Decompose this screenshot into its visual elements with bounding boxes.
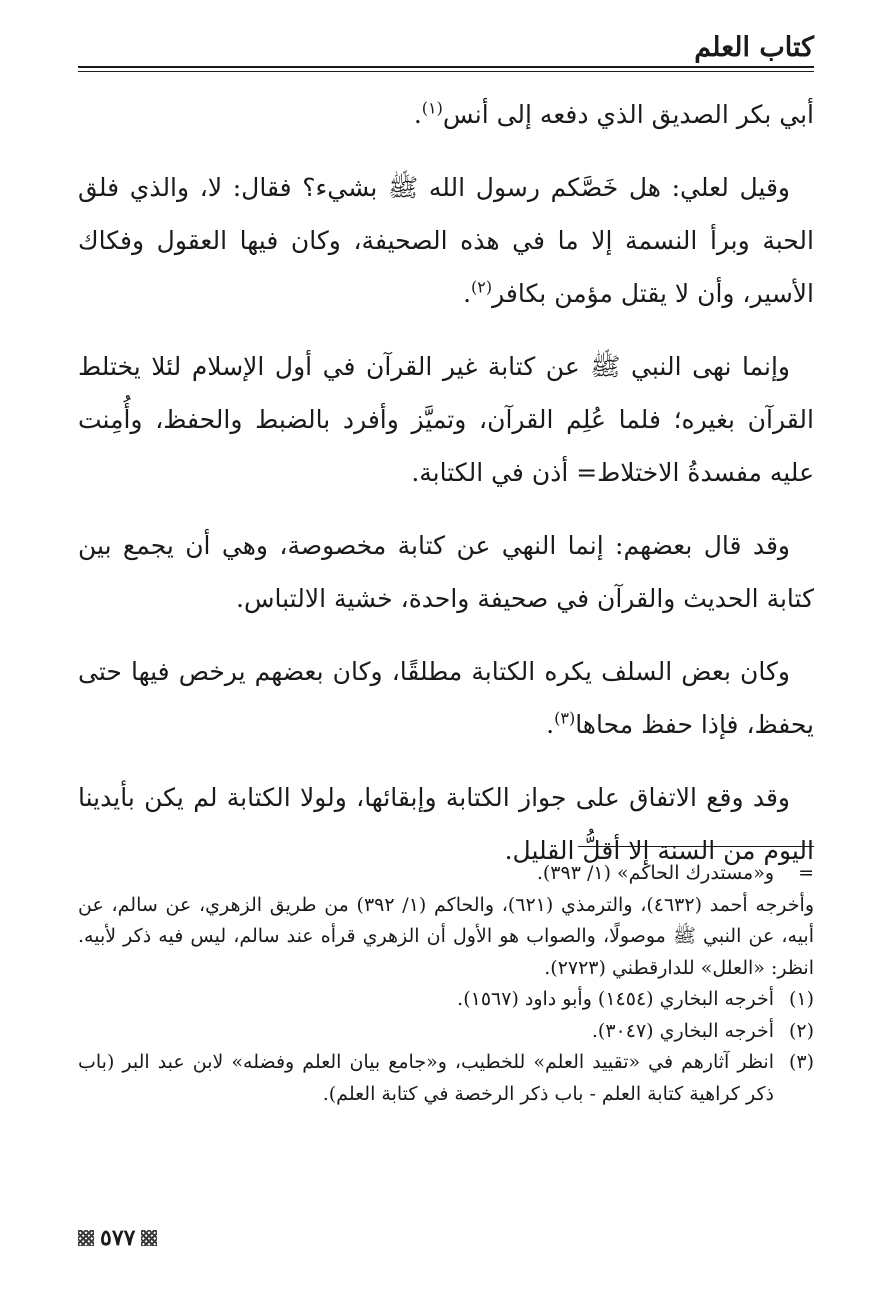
footnote-text: أخرجه البخاري (٣٠٤٧). <box>591 1019 774 1042</box>
footnote-item-1 <box>78 984 814 1016</box>
continuation-paragraph: وأخرجه أحمد (٤٦٣٢)، والترمذي (٦٢١)، والحاكم (١/ ٣٩٢) من طريق الزهري، عن سالم، عن أبيه، عن النبي ﷺ موصولًا، والصواب هو الأول أن الزهري قرأه عند سالم، ليس فيه ذكر لأبيه. انظر: «العلل» للدارقطني (٢٧٢٣). <box>78 893 814 979</box>
paragraph-1 <box>78 88 814 141</box>
footnote-text: أخرجه البخاري (١٤٥٤) وأبو داود (١٥٦٧). <box>457 988 774 1010</box>
paragraph-4-text: وقد قال بعضهم: إنما النهي عن كتابة مخصوصة، وهي أن يجمع بين كتابة الحديث والقرآن في صحيفة واحدة، خشية الالتباس. <box>78 531 814 613</box>
footnote-item-3 <box>78 1047 814 1110</box>
footnote-text: انظر آثارهم في «تقييد العلم» للخطيب، و«جامع بيان العلم وفضله» لابن عبد البر (باب ذكر كراهية كتابة العلم - باب ذكر الرخصة في كتابة العلم). <box>78 1051 774 1105</box>
paragraph-3 <box>78 340 814 499</box>
paragraph-5 <box>78 645 814 751</box>
running-header-title: كتاب العلم <box>694 32 814 63</box>
paragraph-5-text: وكان بعض السلف يكره الكتابة مطلقًا، وكان بعضهم يرخص فيها حتى يحفظ، فإذا حفظ محاها <box>78 657 814 739</box>
footnote-separator <box>578 846 814 847</box>
paragraph-3-text: وإنما نهى النبي ﷺ عن كتابة غير القرآن في أول الإسلام لئلا يختلط القرآن بغيره؛ فلما عُلِم القرآن، وتميَّز وأفرد بالضبط والحفظ، وأُمِنت عليه مفسدةُ الاختلاط= أذن في الكتابة. <box>78 352 814 487</box>
paragraph-1-tail: . <box>413 100 422 129</box>
footnote-number: (٣) <box>788 1051 814 1073</box>
footnote-continuation <box>78 858 814 890</box>
continuation-line-text: و«مستدرك الحاكم» (١/ ٣٩٣). <box>536 862 774 884</box>
footnote-item-2 <box>78 1016 814 1048</box>
footnotes-block <box>78 858 814 1110</box>
paragraph-6-text: وقد وقع الاتفاق على جواز الكتابة وإبقائها، ولولا الكتابة لم يكن بأيدينا اليوم من السنة إلا أقلُّ القليل. <box>78 783 814 865</box>
paragraph-4 <box>78 519 814 625</box>
footnote-ref-1[interactable]: (١) <box>421 98 443 118</box>
header-double-rule <box>78 66 814 72</box>
ornament-icon <box>141 1230 157 1246</box>
footnote-ref-2[interactable]: (٢) <box>471 277 493 297</box>
paragraph-2 <box>78 161 814 320</box>
footnote-number: (٢) <box>788 1019 814 1042</box>
paragraph-2-tail: . <box>463 279 472 308</box>
page-number <box>78 1225 157 1251</box>
page-number-text: ٥٧٧ <box>100 1225 136 1251</box>
ornament-icon <box>78 1230 94 1246</box>
paragraph-2-text: وقيل لعلي: هل خَصَّكم رسول الله ﷺ بشيء؟ فقال: لا، والذي فلق الحبة وبرأ النسمة إلا ما في هذه الصحيفة، وكان فيها العقول وفكاك الأسير، وأن لا يقتل مؤمن بكافر <box>78 173 814 308</box>
paragraph-5-tail: . <box>546 710 555 739</box>
footnote-number: (١) <box>788 988 814 1010</box>
footnote-ref-3[interactable]: (٣) <box>554 708 576 728</box>
main-text-block <box>78 88 814 897</box>
paragraph-1-text: أبي بكر الصديق الذي دفعه إلى أنس <box>442 100 814 129</box>
continuation-mark: = <box>798 862 814 884</box>
